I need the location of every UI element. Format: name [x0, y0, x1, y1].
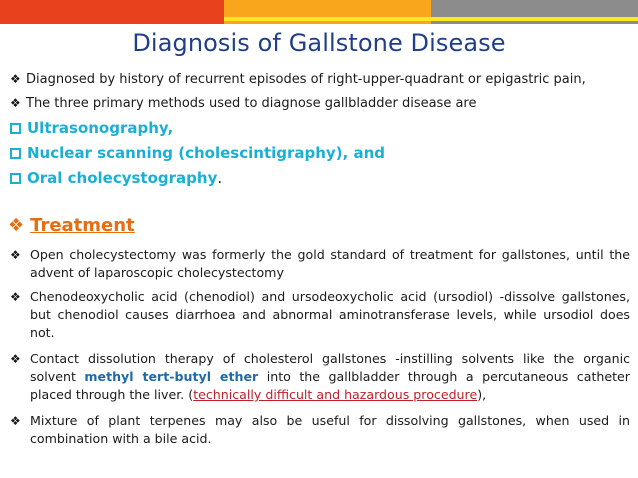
- slide-title: Diagnosis of Gallstone Disease: [132, 29, 506, 57]
- method-item-nuclear-scanning: [10, 143, 385, 163]
- diamond-bullet-icon: ❖: [10, 96, 21, 110]
- treatment-heading-text: Treatment: [30, 215, 135, 236]
- top-bar-red-segment: [0, 0, 224, 24]
- top-bar-yellow-stripe: [224, 17, 638, 21]
- treatment-item-text: Open cholecystectomy was formerly the gold standard of treatment for gallstones, until the advent of laparoscopic cholecystectomy: [30, 247, 630, 280]
- text-part-c: ),: [477, 387, 487, 402]
- method-label: Nuclear scanning (cholescintigraphy), and: [27, 144, 386, 162]
- checkbox-square-icon: [10, 173, 21, 184]
- treatment-item-text: Mixture of plant terpenes may also be useful for dissolving gallstones, when used in combination with a bile acid.: [30, 413, 630, 446]
- method-item-oral-cholecystography: [10, 168, 222, 188]
- method-suffix: .: [217, 169, 223, 187]
- decorative-top-bar: [0, 0, 638, 24]
- method-item-ultrasonography: [10, 118, 173, 138]
- diamond-bullet-icon: ❖: [8, 215, 25, 236]
- intro-line-2: [10, 94, 477, 113]
- treatment-item-text: [30, 350, 630, 404]
- intro-line-1: [10, 70, 586, 89]
- checkbox-square-icon: [10, 123, 21, 134]
- method-label: Oral cholecystography: [27, 169, 218, 187]
- diamond-bullet-icon: ❖: [10, 414, 21, 428]
- treatment-item-text: Chenodeoxycholic acid (chenodiol) and ursodeoxycholic acid (ursodiol) -dissolve gallstones, but chenodiol causes diarrhoea and abnormal aminotransferase levels, while ursodiol does not.: [30, 289, 630, 340]
- intro-text-2: The three primary methods used to diagnose gallbladder disease are: [26, 96, 477, 111]
- procedure-warning-link[interactable]: technically difficult and hazardous procedure: [193, 387, 478, 402]
- method-label: Ultrasonography,: [27, 119, 174, 137]
- solvent-highlight: methyl tert-butyl ether: [84, 369, 259, 384]
- text-part-a: Contact dissolution therapy of cholesterol gallstones -instilling solvents like the organic solvent: [30, 351, 630, 384]
- diamond-bullet-icon: ❖: [10, 72, 21, 86]
- diamond-bullet-icon: ❖: [10, 290, 21, 304]
- treatment-item-3: [10, 350, 630, 404]
- treatment-item-1: [10, 246, 630, 282]
- diamond-bullet-icon: ❖: [10, 248, 21, 262]
- diamond-bullet-icon: ❖: [10, 352, 21, 366]
- treatment-item-4: [10, 412, 630, 448]
- intro-text-1: Diagnosed by history of recurrent episodes of right-upper-quadrant or epigastric pain,: [26, 72, 586, 87]
- text-part-b: into the gallbladder through a percutaneous catheter placed through the liver. (: [30, 369, 630, 402]
- checkbox-square-icon: [10, 148, 21, 159]
- treatment-heading: [8, 215, 135, 236]
- treatment-item-2: [10, 288, 630, 342]
